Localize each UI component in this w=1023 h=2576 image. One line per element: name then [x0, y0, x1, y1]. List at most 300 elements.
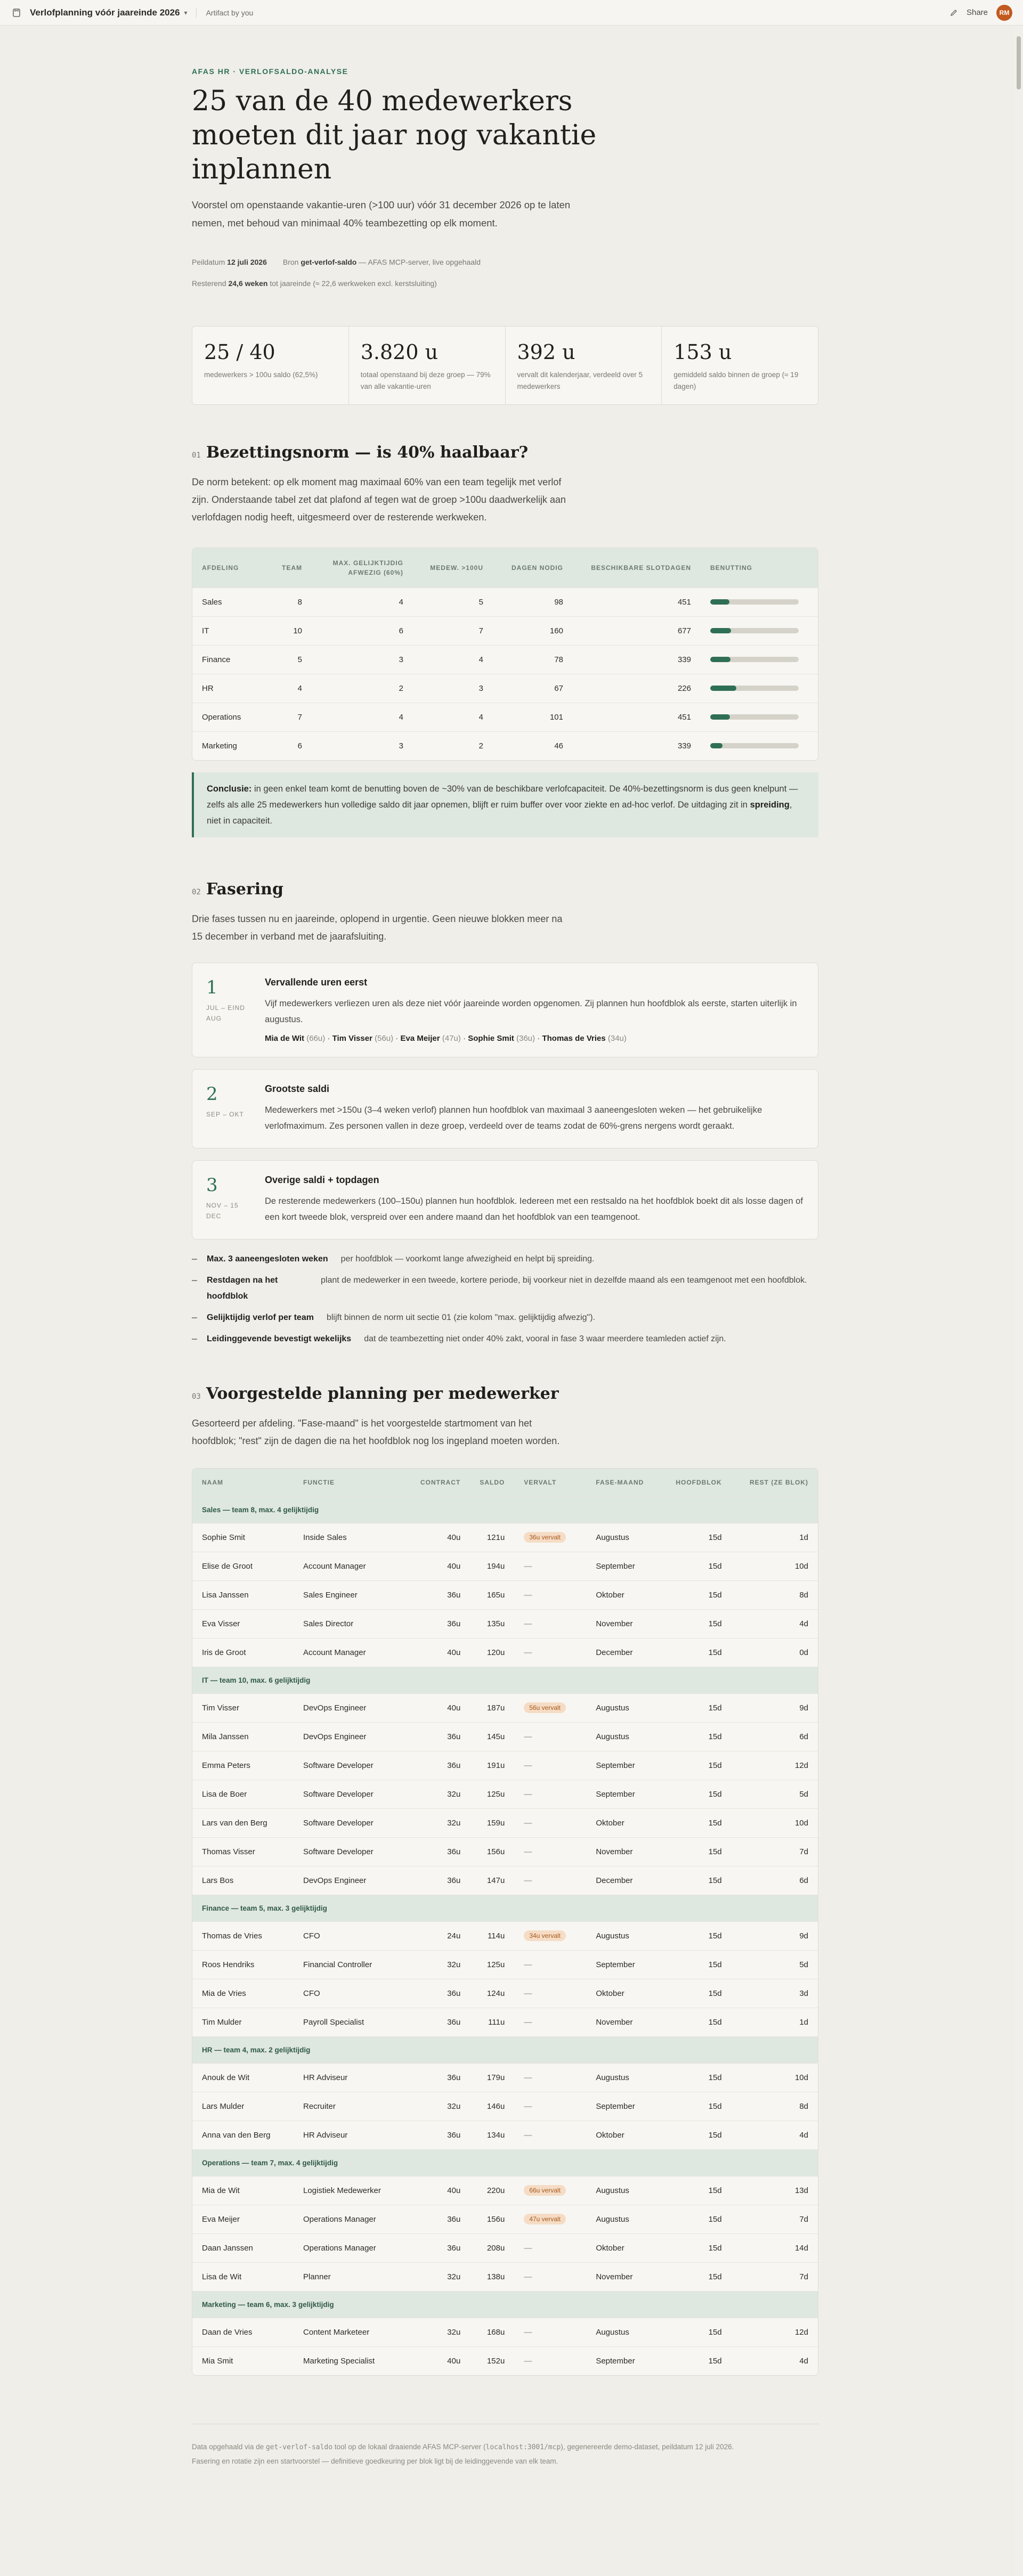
report [192, 26, 818, 2468]
benutting-bar [710, 599, 799, 605]
cell-saldo: 179u [470, 2063, 514, 2092]
section-title: Voorgestelde planning per medewerker [206, 1384, 559, 1403]
cell-team: 6 [272, 731, 312, 760]
name: Mia de Wit [265, 1034, 305, 1043]
cell-fase: September [586, 1950, 666, 1979]
cell-vervalt [514, 2008, 586, 2036]
group-label: IT — team 10, max. 6 gelijktijdig [192, 1667, 818, 1693]
cell-dagen: 98 [493, 588, 573, 616]
cell-functie: Recruiter [294, 2092, 411, 2121]
cell-naam: Roos Hendriks [192, 1950, 294, 1979]
cell-naam: Iris de Groot [192, 1638, 294, 1667]
cell-vervalt [514, 1950, 586, 1979]
phase-date: NOV – 15 DEC [206, 1202, 239, 1220]
cell-rest: 9d [732, 1921, 818, 1950]
benutting-bar-fill [710, 686, 736, 691]
name: Eva Meijer [400, 1034, 440, 1043]
column-header: FUNCTIE [294, 1469, 411, 1496]
vervalt-badge: 36u vervalt [524, 1532, 566, 1543]
meta-rest-rest: tot jaareinde (≈ 22,6 werkweken excl. kerstsluiting) [270, 279, 437, 288]
cell-vervalt [514, 1921, 586, 1950]
cell-rest: 1d [732, 1523, 818, 1552]
phase-text: Vijf medewerkers verliezen uren als deze niet vóór jaareinde worden opgenomen. Zij plannen hun hoofdblok als eerste, starten uiterlijk in augustus. [265, 999, 797, 1024]
cell-contract: 32u [411, 1808, 470, 1837]
cell-rest: 4d [732, 1609, 818, 1638]
scrollbar[interactable] [1014, 26, 1023, 2576]
section-number: 03 [192, 1392, 201, 1401]
section-number: 01 [192, 451, 201, 460]
table-row [192, 1609, 818, 1638]
cell-dagen: 67 [493, 674, 573, 703]
cell-fase: September [586, 2346, 666, 2375]
cell-benutting [701, 703, 818, 731]
cell-fase: Augustus [586, 1921, 666, 1950]
cell-contract: 40u [411, 2346, 470, 2375]
cell-contract: 36u [411, 1837, 470, 1866]
phase-names: Mia de Wit (66u) · Tim Visser (56u) · Eva Meijer (47u) · Sophie Smit (36u) · Thomas de Vries (34u) [265, 1034, 627, 1043]
kpi-card [506, 327, 662, 404]
table-row [192, 731, 818, 760]
cell-max: 6 [312, 616, 413, 645]
cell-saldo: 165u [470, 1580, 514, 1609]
cell-saldo: 156u [470, 2205, 514, 2233]
cell-medew: 5 [413, 588, 493, 616]
cell-rest: 4d [732, 2346, 818, 2375]
cell-saldo: 146u [470, 2092, 514, 2121]
eyebrow: AFAS HR · VERLOFSALDO-ANALYSE [192, 67, 348, 76]
cell-saldo: 152u [470, 2346, 514, 2375]
cell-hoofd: 15d [666, 2176, 731, 2205]
empty-dash: — [524, 1732, 532, 1741]
cell-rest: 7d [732, 2262, 818, 2291]
cell-naam: Thomas Visser [192, 1837, 294, 1866]
cell-medew: 7 [413, 616, 493, 645]
cell-functie: Logistiek Medewerker [294, 2176, 411, 2205]
cell-slot: 451 [573, 703, 701, 731]
rule-key: Restdagen na het hoofdblok [207, 1276, 278, 1301]
cell-functie: DevOps Engineer [294, 1693, 411, 1722]
empty-dash: — [524, 1960, 532, 1969]
rule-text: dat de teambezetting niet onder 40% zakt, vooral in fase 3 waar meerdere teamleden actief zijn. [364, 1334, 726, 1343]
cell-rest: 4d [732, 2121, 818, 2149]
cell-functie: Software Developer [294, 1808, 411, 1837]
cell-fase: Augustus [586, 2318, 666, 2346]
rule-item [192, 1273, 818, 1305]
cell-naam: Thomas de Vries [192, 1921, 294, 1950]
name: Thomas de Vries [542, 1034, 606, 1043]
cell-saldo: 120u [470, 1638, 514, 1667]
cell-hoofd: 15d [666, 1950, 731, 1979]
cell-rest: 12d [732, 1751, 818, 1780]
cell-functie: Inside Sales [294, 1523, 411, 1552]
meta-bron-label: Bron [282, 258, 299, 266]
table-row [192, 1751, 818, 1780]
cell-saldo: 121u [470, 1523, 514, 1552]
table-row [192, 703, 818, 731]
column-header: HOOFDBLOK [666, 1469, 731, 1496]
phase-number: 1 [206, 977, 218, 998]
cell-vervalt [514, 1722, 586, 1751]
cell-max: 4 [312, 588, 413, 616]
meta-bron-rest: — AFAS MCP-server, live opgehaald [359, 258, 481, 266]
column-header: AFDELING [192, 548, 272, 588]
cell-fase: Augustus [586, 2176, 666, 2205]
cell-contract: 32u [411, 2318, 470, 2346]
empty-dash: — [524, 2327, 532, 2337]
meta-bron: get-verlof-saldo [301, 258, 357, 266]
conclusion-callout [192, 772, 818, 837]
cell-functie: Content Marketeer [294, 2318, 411, 2346]
cell-contract: 36u [411, 2008, 470, 2036]
cell-vervalt [514, 2205, 586, 2233]
section-intro: Drie fases tussen nu en jaareinde, oplopend in urgentie. Geen nieuwe blokken meer na 15 december in verband met de jaarafsluiting. [192, 914, 563, 942]
section-number: 02 [192, 888, 201, 896]
kpi-value: 153 u [673, 340, 732, 364]
group-row [192, 2149, 818, 2176]
divider [196, 8, 197, 18]
group-label: HR — team 4, max. 2 gelijktijdig [192, 2036, 818, 2063]
cell-hoofd: 15d [666, 1837, 731, 1866]
kpi-label: medewerkers > 100u saldo (62,5%) [204, 371, 318, 379]
cell-rest: 5d [732, 1950, 818, 1979]
cell-saldo: 145u [470, 1722, 514, 1751]
cell-functie: Software Developer [294, 1837, 411, 1866]
cell-functie: DevOps Engineer [294, 1722, 411, 1751]
cell-vervalt [514, 2318, 586, 2346]
column-header: MAX. GELIJKTIJDIG AFWEZIG (60%) [312, 548, 413, 588]
cell-naam: Eva Meijer [192, 2205, 294, 2233]
cell-afdeling: Operations [192, 703, 272, 731]
phase-card [192, 1069, 818, 1148]
cell-hoofd: 15d [666, 2121, 731, 2149]
cell-naam: Lars Mulder [192, 2092, 294, 2121]
cell-vervalt [514, 2262, 586, 2291]
column-header: TEAM [272, 548, 312, 588]
empty-dash: — [524, 1561, 532, 1571]
table-row [192, 1722, 818, 1751]
chevron-down-icon[interactable]: ▾ [184, 9, 188, 17]
table-row [192, 1780, 818, 1808]
cell-contract: 36u [411, 2121, 470, 2149]
cell-rest: 12d [732, 2318, 818, 2346]
table-header-row [192, 548, 818, 588]
column-header: REST (ZE BLOK) [732, 1469, 818, 1496]
cell-contract: 36u [411, 2205, 470, 2233]
cell-dagen: 101 [493, 703, 573, 731]
cell-rest: 13d [732, 2176, 818, 2205]
cell-functie: Operations Manager [294, 2233, 411, 2262]
cell-vervalt [514, 2121, 586, 2149]
table-row [192, 1580, 818, 1609]
section-intro: De norm betekent: op elk moment mag maximaal 60% van een team tegelijk met verlof zijn. Onderstaande tabel zet dat plafond af tegen wat de groep >100u daadwerkelijk aan verlofdagen nodig heeft, uitgesmeerd over de resterende werkweken. [192, 477, 566, 523]
cell-fase: September [586, 1751, 666, 1780]
cell-fase: Oktober [586, 1979, 666, 2008]
pencil-icon[interactable] [949, 9, 958, 17]
cell-functie: Software Developer [294, 1751, 411, 1780]
cell-contract: 24u [411, 1921, 470, 1950]
column-header: BENUTTING [701, 548, 818, 588]
cell-vervalt [514, 1552, 586, 1580]
cell-afdeling: Sales [192, 588, 272, 616]
cell-hoofd: 15d [666, 2346, 731, 2375]
cell-rest: 9d [732, 1693, 818, 1722]
cell-functie: Marketing Specialist [294, 2346, 411, 2375]
cell-hoofd: 15d [666, 2233, 731, 2262]
name: Sophie Smit [468, 1034, 514, 1043]
cell-hoofd: 15d [666, 1808, 731, 1837]
cell-afdeling: IT [192, 616, 272, 645]
cell-naam: Lars Bos [192, 1866, 294, 1895]
cell-rest: 10d [732, 2063, 818, 2092]
column-header: DAGEN NODIG [493, 548, 573, 588]
cell-saldo: 134u [470, 2121, 514, 2149]
cell-hoofd: 15d [666, 1609, 731, 1638]
cell-vervalt [514, 1837, 586, 1866]
cell-functie: Account Manager [294, 1552, 411, 1580]
cell-fase: Oktober [586, 1580, 666, 1609]
cell-naam: Lisa de Wit [192, 2262, 294, 2291]
group-row [192, 2036, 818, 2063]
cell-functie: HR Adviseur [294, 2121, 411, 2149]
avatar[interactable]: RM [996, 5, 1012, 21]
tool-name: get-verlof-saldo [265, 2443, 333, 2451]
table-row [192, 674, 818, 703]
cell-saldo: 125u [470, 1950, 514, 1979]
empty-dash: — [524, 1590, 532, 1600]
benutting-bar-fill [710, 657, 730, 662]
table-row [192, 1523, 818, 1552]
capacity-table [192, 548, 818, 761]
cell-rest: 5d [732, 1780, 818, 1808]
kpi-label: vervalt dit kalenderjaar, verdeeld over 5 medewerkers [517, 371, 643, 390]
cell-contract: 32u [411, 1950, 470, 1979]
table-row [192, 2233, 818, 2262]
cell-fase: September [586, 2092, 666, 2121]
cell-max: 3 [312, 645, 413, 674]
cell-hoofd: 15d [666, 1693, 731, 1722]
cell-rest: 1d [732, 2008, 818, 2036]
cell-benutting [701, 645, 818, 674]
group-row [192, 1667, 818, 1693]
cell-rest: 8d [732, 2092, 818, 2121]
cell-team: 10 [272, 616, 312, 645]
cell-fase: November [586, 1837, 666, 1866]
cell-functie: Payroll Specialist [294, 2008, 411, 2036]
cell-fase: November [586, 1609, 666, 1638]
cell-hoofd: 15d [666, 2318, 731, 2346]
cell-naam: Sophie Smit [192, 1523, 294, 1552]
section-3-heading [192, 1384, 818, 1403]
cell-team: 4 [272, 674, 312, 703]
cell-team: 7 [272, 703, 312, 731]
empty-dash: — [524, 2272, 532, 2281]
table-row [192, 2262, 818, 2291]
cell-vervalt [514, 1638, 586, 1667]
table-row [192, 2008, 818, 2036]
cell-fase: September [586, 1780, 666, 1808]
empty-dash: — [524, 2101, 532, 2111]
cell-hoofd: 15d [666, 1751, 731, 1780]
phase-text: Medewerkers met >150u (3–4 weken verlof) plannen hun hoofdblok van maximaal 3 aaneengesloten weken — het gebruikelijke verlofmaximum. Zes personen vallen in deze groep, verdeeld over de teams zodat de 60%-grens nergens wordt geraakt. [265, 1105, 762, 1131]
rule-text: plant de medewerker in een tweede, kortere periode, bij voorkeur niet in dezelfde maand als een teamgenoot met een hoofdblok. [321, 1276, 807, 1285]
group-label: Sales — team 8, max. 4 gelijktijdig [192, 1496, 818, 1523]
share-button[interactable]: Share [966, 8, 988, 17]
section-1-heading [192, 443, 818, 462]
table-row [192, 2063, 818, 2092]
empty-dash: — [524, 1760, 532, 1770]
cell-saldo: 220u [470, 2176, 514, 2205]
rule-key: Gelijktijdig verlof per team [207, 1313, 314, 1322]
cell-hoofd: 15d [666, 2205, 731, 2233]
empty-dash: — [524, 1789, 532, 1799]
meta-peildatum: 12 juli 2026 [227, 258, 267, 266]
cell-naam: Lisa de Boer [192, 1780, 294, 1808]
page-title: 25 van de 40 medewerkers moeten dit jaar nog vakantie inplannen [192, 85, 597, 185]
callout-bold: spreiding [750, 800, 790, 810]
cell-saldo: 156u [470, 1837, 514, 1866]
cell-fase: September [586, 1552, 666, 1580]
empty-dash: — [524, 2130, 532, 2140]
cell-naam: Mia de Vries [192, 1979, 294, 2008]
meta [192, 251, 818, 294]
cell-hoofd: 15d [666, 1866, 731, 1895]
kpi-row [192, 326, 818, 405]
cell-fase: December [586, 1866, 666, 1895]
artifact-title[interactable]: Verlofplanning vóór jaareinde 2026 [30, 7, 180, 18]
kpi-value: 3.820 u [360, 340, 439, 364]
kpi-label: totaal openstaand bij deze groep — 79% van alle vakantie-uren [360, 371, 491, 390]
kpi-value: 25 / 40 [204, 340, 275, 364]
column-header: FASE-MAAND [586, 1469, 666, 1496]
cell-team: 8 [272, 588, 312, 616]
cell-saldo: 191u [470, 1751, 514, 1780]
empty-dash: — [524, 2017, 532, 2027]
cell-saldo: 187u [470, 1693, 514, 1722]
callout-text: in geen enkel team komt de benutting boven de ~30% van de beschikbare verlofcapaciteit. De 40%-bezettingsnorm is dus geen knelpunt — zelfs als alle 25 medewerkers hun volledige saldo dit jaar opnemen, blijft er ruim buffer over voor ziekte en ad-hoc verlof. De uitdaging zit in [207, 784, 798, 810]
table-header-row [192, 1469, 818, 1496]
table-row [192, 1979, 818, 2008]
cell-benutting [701, 616, 818, 645]
callout-label: Conclusie: [207, 784, 252, 794]
cell-hoofd: 15d [666, 1580, 731, 1609]
section-title: Bezettingsnorm — is 40% haalbaar? [206, 443, 529, 462]
cell-hoofd: 15d [666, 2092, 731, 2121]
group-row [192, 2291, 818, 2318]
cell-functie: Financial Controller [294, 1950, 411, 1979]
cell-vervalt [514, 1751, 586, 1780]
cell-hoofd: 15d [666, 2063, 731, 2092]
cell-naam: Eva Visser [192, 1609, 294, 1638]
table-row [192, 1866, 818, 1895]
empty-dash: — [524, 1847, 532, 1856]
cell-functie: HR Adviseur [294, 2063, 411, 2092]
benutting-bar-fill [710, 743, 722, 748]
column-header: NAAM [192, 1469, 294, 1496]
cell-saldo: 147u [470, 1866, 514, 1895]
kpi-card [349, 327, 506, 404]
cell-contract: 40u [411, 1552, 470, 1580]
cell-fase: Augustus [586, 1693, 666, 1722]
top-bar [0, 0, 1023, 26]
cell-hoofd: 15d [666, 1722, 731, 1751]
cell-medew: 4 [413, 645, 493, 674]
cell-naam: Tim Mulder [192, 2008, 294, 2036]
cell-hoofd: 15d [666, 2008, 731, 2036]
cell-fase: November [586, 2008, 666, 2036]
table-row [192, 1808, 818, 1837]
phase-date: SEP – OKT [206, 1111, 244, 1118]
rule-item [192, 1251, 818, 1267]
cell-fase: December [586, 1638, 666, 1667]
cell-afdeling: Finance [192, 645, 272, 674]
cell-functie: Operations Manager [294, 2205, 411, 2233]
artifact-icon [11, 7, 22, 19]
cell-contract: 40u [411, 1638, 470, 1667]
planning-table [192, 1468, 818, 2376]
benutting-bar-fill [710, 599, 729, 605]
cell-dagen: 46 [493, 731, 573, 760]
cell-naam: Anna van den Berg [192, 2121, 294, 2149]
cell-hoofd: 15d [666, 1979, 731, 2008]
empty-dash: — [524, 2243, 532, 2253]
name: Tim Visser [332, 1034, 372, 1043]
cell-vervalt [514, 2233, 586, 2262]
cell-vervalt [514, 1780, 586, 1808]
cell-dagen: 160 [493, 616, 573, 645]
footer-line-2: Fasering en rotatie zijn een startvoorstel — definitieve goedkeuring per blok ligt bij de leidinggevende van elk team. [192, 2457, 558, 2465]
cell-saldo: 138u [470, 2262, 514, 2291]
cell-rest: 3d [732, 1979, 818, 2008]
cell-fase: Oktober [586, 1808, 666, 1837]
cell-contract: 36u [411, 1979, 470, 2008]
table-row [192, 1837, 818, 1866]
cell-saldo: 159u [470, 1808, 514, 1837]
footer [192, 2424, 818, 2468]
cell-vervalt [514, 2176, 586, 2205]
cell-hoofd: 15d [666, 1638, 731, 1667]
kpi-value: 392 u [517, 340, 575, 364]
empty-dash: — [524, 2356, 532, 2366]
cell-vervalt [514, 1693, 586, 1722]
cell-saldo: 125u [470, 1780, 514, 1808]
cell-vervalt [514, 2063, 586, 2092]
benutting-bar-fill [710, 628, 731, 633]
kpi-card [192, 327, 349, 404]
group-row [192, 1895, 818, 1921]
cell-contract: 36u [411, 2233, 470, 2262]
server-url: localhost:3001/mcp [485, 2443, 561, 2451]
cell-max: 2 [312, 674, 413, 703]
empty-dash: — [524, 1818, 532, 1828]
benutting-bar [710, 628, 799, 633]
scrollbar-thumb[interactable] [1017, 36, 1021, 89]
empty-dash: — [524, 1619, 532, 1628]
cell-hoofd: 15d [666, 1780, 731, 1808]
table-row [192, 2121, 818, 2149]
cell-rest: 7d [732, 2205, 818, 2233]
table-row [192, 1552, 818, 1580]
cell-fase: Augustus [586, 2063, 666, 2092]
cell-contract: 36u [411, 1722, 470, 1751]
group-label: Finance — team 5, max. 3 gelijktijdig [192, 1895, 818, 1921]
cell-afdeling: HR [192, 674, 272, 703]
meta-rest-label: Resterend [192, 279, 226, 288]
cell-rest: 6d [732, 1722, 818, 1751]
cell-slot: 226 [573, 674, 701, 703]
cell-hoofd: 15d [666, 2262, 731, 2291]
cell-dagen: 78 [493, 645, 573, 674]
rule-item [192, 1310, 818, 1326]
